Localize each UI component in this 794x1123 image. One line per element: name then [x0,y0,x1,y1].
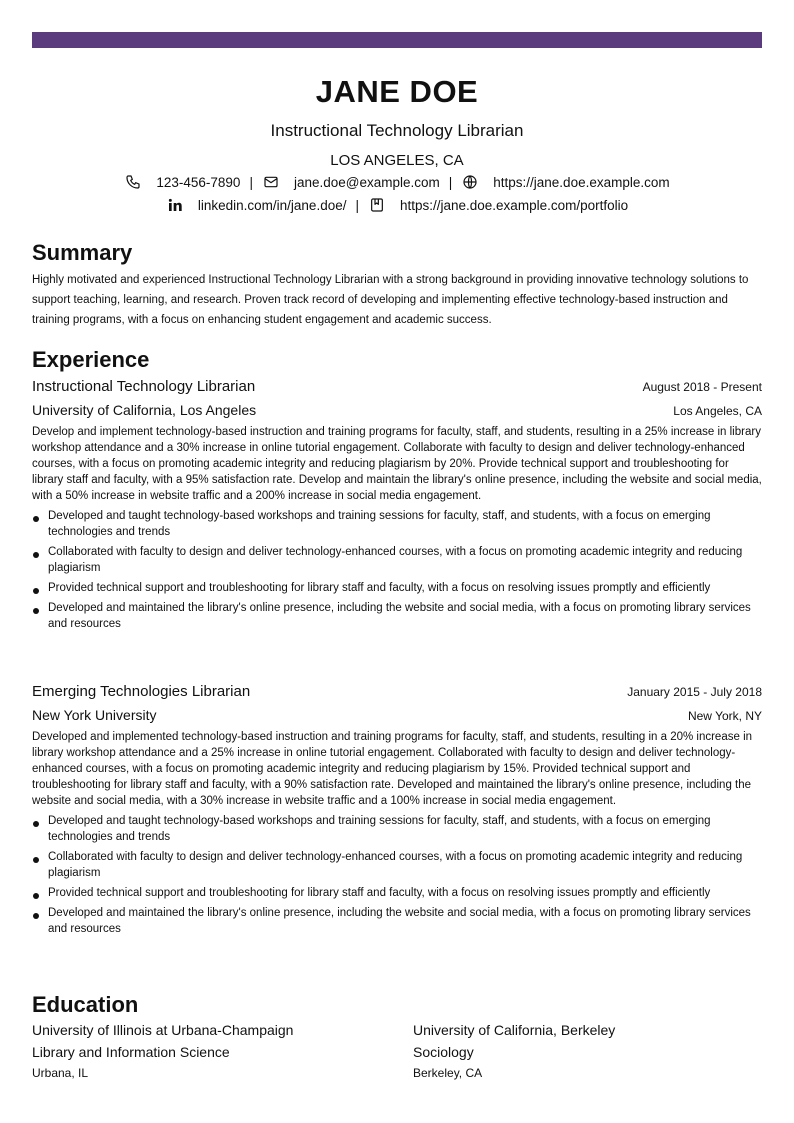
list-item: Provided technical support and troubleshooting for library staff and faculty, with a focus on resolving issues promptly and efficiently [32,885,762,901]
candidate-location: LOS ANGELES, CA [330,152,464,169]
list-item: Developed and taught technology-based workshops and training sessions for faculty, staff, and students, with a focus on emerging technologies and trends [32,508,762,540]
job-entry [32,683,762,941]
education-heading: Education [32,992,139,1017]
list-item: Developed and taught technology-based workshops and training sessions for faculty, staff, and students, with a focus on emerging technologies and trends [32,813,762,845]
job-location: Los Angeles, CA [673,404,762,418]
list-item: Provided technical support and troubleshooting for library staff and faculty, with a focus on resolving issues promptly and efficiently [32,580,762,596]
accent-bar [32,32,762,48]
contact-line-secondary [32,196,762,214]
contact-line-primary [32,173,762,191]
phone-icon [124,173,142,191]
email-link[interactable]: jane.doe@example.com [293,174,440,190]
job-description: Develop and implement technology-based instruction and training programs for faculty, staff, and students, resulting in a 25% increase in library workshop attendance and a 30% increase in online tutorial engagement. Collaborate with faculty to design and deliver technology-enhanced courses, with a focus on promoting academic integrity and reducing plagiarism by 20%. Provide technical support and troubleshooting for library staff and faculty, with a 95% satisfaction rate. Develop and maintain the library's online presence, including the website and social media, with a 50% increase in website traffic and a 200% increase in social media engagement. [32,426,762,502]
school-location: Urbana, IL [32,1066,89,1080]
summary-heading: Summary [32,240,133,265]
employer: New York University [32,707,157,723]
education-entry [32,1022,392,1080]
job-title: Instructional Technology Librarian [32,378,256,395]
globe-icon [461,173,479,191]
portfolio-icon [368,196,386,214]
mail-icon [262,173,280,191]
school-name: University of California, Berkeley [413,1022,616,1038]
separator: | [355,197,359,213]
field-of-study: Library and Information Science [32,1044,230,1060]
list-item: Collaborated with faculty to design and deliver technology-enhanced courses, with a focus on promoting academic integrity and reducing plagiarism [32,544,762,576]
list-item: Collaborated with faculty to design and deliver technology-enhanced courses, with a focus on promoting academic integrity and reducing plagiarism [32,849,762,881]
list-item: Developed and maintained the library's online presence, including the website and social media, with a focus on promoting library services and resources [32,600,762,632]
job-entry [32,378,762,636]
website-link[interactable]: https://jane.doe.example.com [493,174,670,190]
linkedin-link[interactable]: linkedin.com/in/jane.doe/ [197,197,347,213]
school-name: University of Illinois at Urbana-Champaign [32,1022,294,1038]
list-item: Developed and maintained the library's online presence, including the website and social media, with a focus on promoting library services and resources [32,905,762,937]
job-dates: August 2018 - Present [642,380,762,394]
employer: University of California, Los Angeles [32,402,257,418]
field-of-study: Sociology [413,1044,474,1060]
summary-text: Highly motivated and experienced Instructional Technology Librarian with a strong background in providing innovative technology solutions to support teaching, learning, and research. Proven track record of developing and implementing effective technology-based instruction and training programs, with a focus on enhancing student engagement and academic success. [32,274,749,326]
job-dates: January 2015 - July 2018 [627,685,762,699]
candidate-name: JANE DOE [315,74,479,109]
separator: | [249,174,253,190]
job-bullets [32,508,762,632]
job-bullets [32,813,762,937]
portfolio-link[interactable]: https://jane.doe.example.com/portfolio [399,197,629,213]
job-location: New York, NY [687,709,762,723]
job-description: Developed and implemented technology-based instruction and training programs for faculty, staff, and students, resulting in a 20% increase in library workshop attendance and a 25% increase in online tutorial engagement. Collaborated with faculty to design and deliver technology-enhanced courses, with a focus on promoting academic integrity and reducing plagiarism by 15%. Provided technical support and troubleshooting for library staff and faculty, with a 90% satisfaction rate. Developed and maintained the library's online presence, including the website and social media, with a 30% increase in website traffic and a 100% increase in social media engagement. [32,731,753,807]
phone-number[interactable]: 123-456-7890 [156,174,241,190]
job-title: Emerging Technologies Librarian [32,683,251,700]
separator: | [448,174,453,190]
school-location: Berkeley, CA [413,1066,483,1080]
experience-heading: Experience [32,347,150,372]
job-headline: Instructional Technology Librarian [270,121,524,140]
education-entry [413,1022,773,1080]
linkedin-icon [166,196,184,214]
